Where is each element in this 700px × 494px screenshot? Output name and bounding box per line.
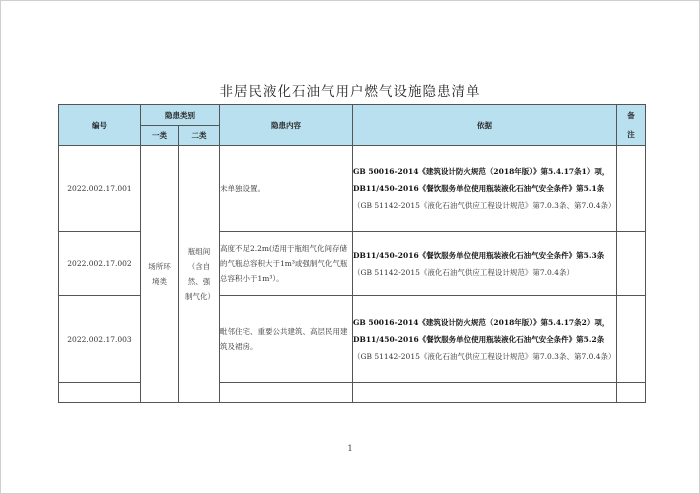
row-basis: [353, 232, 617, 296]
header-basis: 依据: [353, 105, 617, 146]
row-basis: [353, 296, 617, 383]
header-remark-line1: 备: [627, 111, 635, 120]
empty-cell: [59, 383, 141, 403]
empty-cell: [220, 383, 353, 403]
row-code: 2022.002.17.001: [59, 146, 141, 232]
basis-note: （GB 51142-2015《液化石油气供应工程设计规范》第7.0.3条、第7.0.4条）: [353, 201, 616, 210]
row-remark: [617, 232, 646, 296]
header-cat1: 一类: [141, 126, 179, 146]
header-remark-line2: 注: [627, 130, 635, 139]
basis-main: GB 50016-2014《建筑设计防火规范（2018年版）》第5.4.17条2）项，DB11/450-2016《餐饮服务单位使用瓶装液化石油气安全条件》第5.2条: [353, 317, 610, 344]
row-remark: [617, 296, 646, 383]
empty-cell: [353, 383, 617, 403]
row-content: 未单独设置。: [220, 146, 353, 232]
table-row: [59, 146, 646, 232]
row-basis: [353, 146, 617, 232]
header-row-top: [59, 105, 646, 126]
basis-main: DB11/450-2016《餐饮服务单位使用瓶装液化石油气安全条件》第5.3条: [353, 250, 605, 260]
category1-text: 场所环境类: [148, 262, 171, 286]
category2-text: 瓶组间（含自然、强制气化）: [185, 247, 215, 301]
page-number: 1: [347, 444, 353, 453]
document-title: 非居民液化石油气用户燃气设施隐患清单: [219, 84, 481, 100]
header-cat2: 二类: [179, 126, 220, 146]
basis-note: （GB 51142-2015《液化石油气供应工程设计规范》第7.0.3条、第7.0.4条）: [353, 351, 616, 361]
header-category: 隐患类别: [141, 105, 220, 126]
row-code: 2022.002.17.003: [59, 296, 141, 383]
header-content: 隐患内容: [220, 105, 353, 146]
category1-cell: [141, 146, 179, 403]
row-code: 2022.002.17.002: [59, 232, 141, 296]
row-content: 高度不足2.2m(适用于瓶组气化间存储的气瓶总容积大于1m³或强制气化气瓶总容积小于1m³）。: [220, 232, 353, 296]
basis-note: （GB 51142-2015《液化石油气供应工程设计规范》第7.0.4条）: [353, 267, 574, 277]
empty-cell: [617, 383, 646, 403]
row-remark: [617, 146, 646, 232]
category2-cell: [179, 146, 220, 403]
row-content: 毗邻住宅、重要公共建筑、高层民用建筑及裙房。: [220, 296, 353, 383]
hazard-table: [58, 104, 646, 403]
basis-main: GB 50016-2014《建筑设计防火规范（2018年版）》第5.4.17条1）项，DB11/450-2016《餐饮服务单位使用瓶装液化石油气安全条件》第5.1条: [353, 167, 610, 193]
header-remark: [617, 105, 646, 146]
header-code: 编号: [59, 105, 141, 146]
